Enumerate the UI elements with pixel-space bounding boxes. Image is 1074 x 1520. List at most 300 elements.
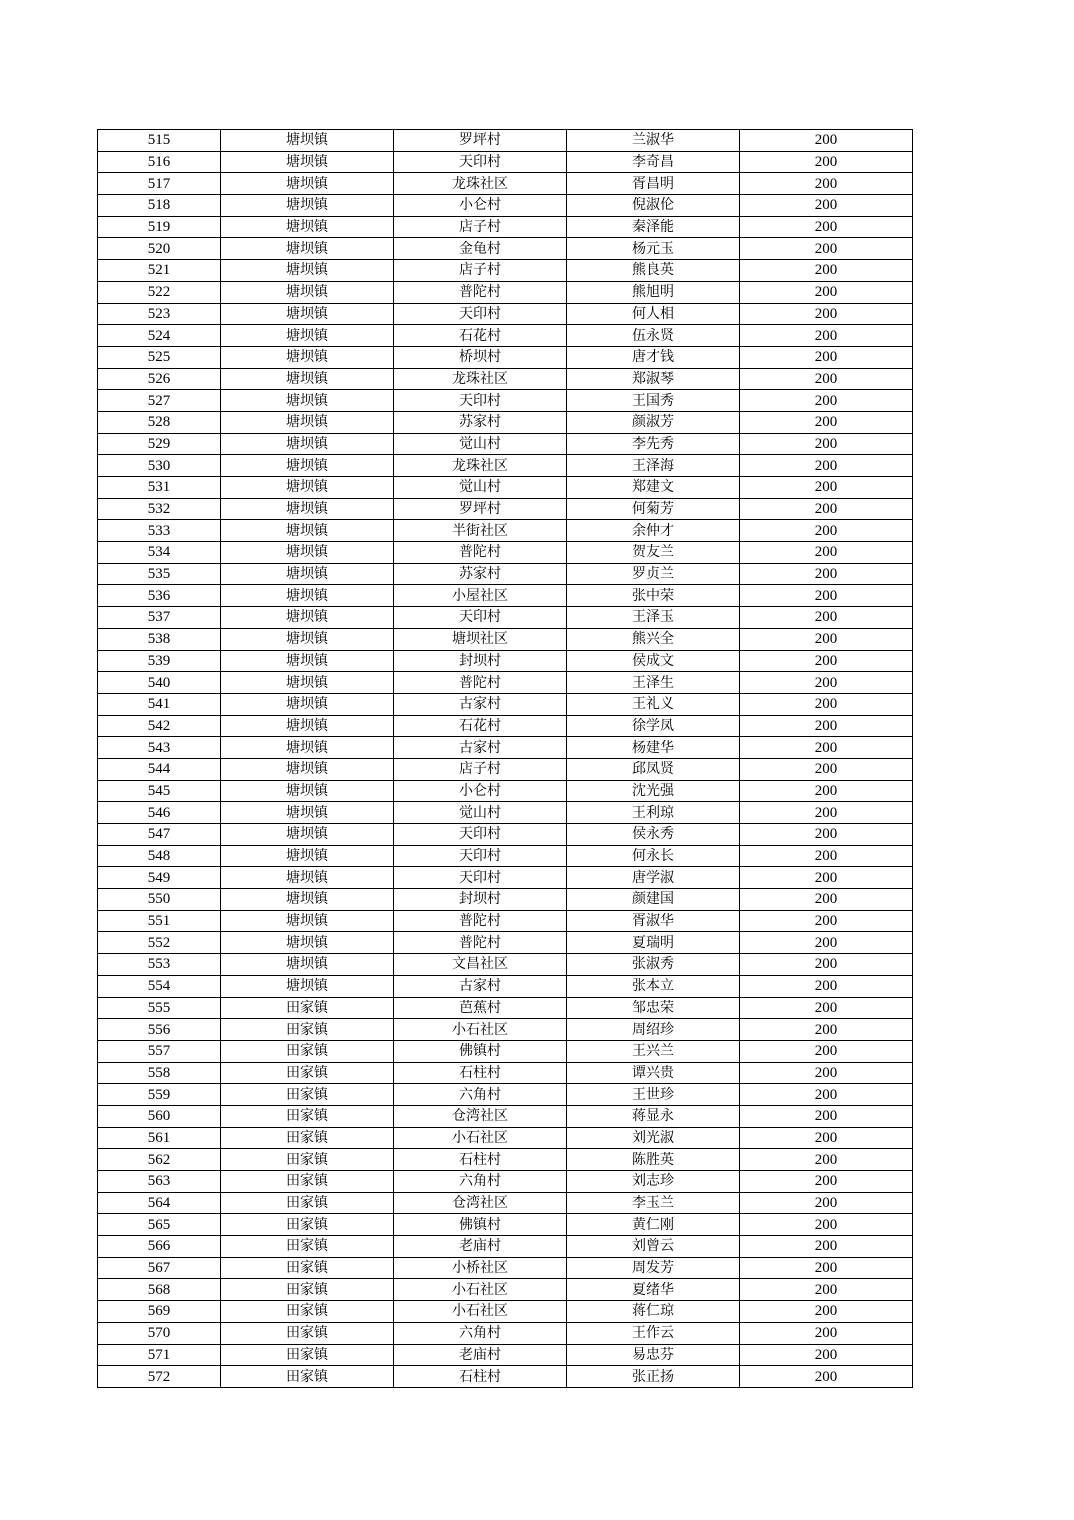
serial-number-cell: 516 xyxy=(98,151,221,173)
table-row xyxy=(98,780,913,802)
amount-cell: 200 xyxy=(740,195,913,217)
serial-number-cell: 548 xyxy=(98,845,221,867)
serial-number-cell: 567 xyxy=(98,1257,221,1279)
amount-cell: 200 xyxy=(740,910,913,932)
table-row xyxy=(98,1062,913,1084)
person-name-cell: 郑建文 xyxy=(567,477,740,499)
serial-number-cell: 521 xyxy=(98,260,221,282)
table-row xyxy=(98,954,913,976)
person-name-cell: 胥昌明 xyxy=(567,173,740,195)
table-body xyxy=(98,130,913,1388)
person-name-cell: 黄仁刚 xyxy=(567,1214,740,1236)
table-row xyxy=(98,585,913,607)
serial-number-cell: 538 xyxy=(98,628,221,650)
serial-number-cell: 527 xyxy=(98,390,221,412)
serial-number-cell: 541 xyxy=(98,693,221,715)
village-cell: 石柱村 xyxy=(394,1366,567,1388)
person-name-cell: 李奇昌 xyxy=(567,151,740,173)
amount-cell: 200 xyxy=(740,433,913,455)
person-name-cell: 杨元玉 xyxy=(567,238,740,260)
village-cell: 小屋社区 xyxy=(394,585,567,607)
serial-number-cell: 535 xyxy=(98,563,221,585)
serial-number-cell: 551 xyxy=(98,910,221,932)
person-name-cell: 蒋显永 xyxy=(567,1105,740,1127)
serial-number-cell: 554 xyxy=(98,975,221,997)
serial-number-cell: 560 xyxy=(98,1105,221,1127)
village-cell: 觉山村 xyxy=(394,802,567,824)
town-cell: 塘坝镇 xyxy=(221,867,394,889)
amount-cell: 200 xyxy=(740,1344,913,1366)
town-cell: 塘坝镇 xyxy=(221,650,394,672)
town-cell: 塘坝镇 xyxy=(221,433,394,455)
town-cell: 塘坝镇 xyxy=(221,303,394,325)
village-cell: 半街社区 xyxy=(394,520,567,542)
serial-number-cell: 525 xyxy=(98,346,221,368)
town-cell: 田家镇 xyxy=(221,1127,394,1149)
table-row xyxy=(98,889,913,911)
table-row xyxy=(98,346,913,368)
amount-cell: 200 xyxy=(740,238,913,260)
amount-cell: 200 xyxy=(740,368,913,390)
town-cell: 塘坝镇 xyxy=(221,498,394,520)
serial-number-cell: 523 xyxy=(98,303,221,325)
village-cell: 古家村 xyxy=(394,737,567,759)
person-name-cell: 王国秀 xyxy=(567,390,740,412)
person-name-cell: 熊兴全 xyxy=(567,628,740,650)
serial-number-cell: 531 xyxy=(98,477,221,499)
serial-number-cell: 557 xyxy=(98,1040,221,1062)
village-cell: 小石社区 xyxy=(394,1127,567,1149)
serial-number-cell: 562 xyxy=(98,1149,221,1171)
town-cell: 塘坝镇 xyxy=(221,325,394,347)
table-row xyxy=(98,455,913,477)
serial-number-cell: 561 xyxy=(98,1127,221,1149)
amount-cell: 200 xyxy=(740,715,913,737)
village-cell: 小桥社区 xyxy=(394,1257,567,1279)
person-name-cell: 刘光淑 xyxy=(567,1127,740,1149)
village-cell: 罗坪村 xyxy=(394,130,567,152)
amount-cell: 200 xyxy=(740,1236,913,1258)
serial-number-cell: 532 xyxy=(98,498,221,520)
serial-number-cell: 553 xyxy=(98,954,221,976)
town-cell: 田家镇 xyxy=(221,1301,394,1323)
town-cell: 塘坝镇 xyxy=(221,455,394,477)
village-cell: 龙珠社区 xyxy=(394,455,567,477)
person-name-cell: 周绍珍 xyxy=(567,1019,740,1041)
amount-cell: 200 xyxy=(740,303,913,325)
town-cell: 塘坝镇 xyxy=(221,932,394,954)
village-cell: 石花村 xyxy=(394,715,567,737)
table-row xyxy=(98,845,913,867)
table-row xyxy=(98,1257,913,1279)
amount-cell: 200 xyxy=(740,1149,913,1171)
town-cell: 塘坝镇 xyxy=(221,130,394,152)
town-cell: 塘坝镇 xyxy=(221,889,394,911)
village-cell: 店子村 xyxy=(394,216,567,238)
village-cell: 芭蕉村 xyxy=(394,997,567,1019)
amount-cell: 200 xyxy=(740,390,913,412)
amount-cell: 200 xyxy=(740,1040,913,1062)
town-cell: 塘坝镇 xyxy=(221,737,394,759)
data-table xyxy=(97,129,913,1388)
table-row xyxy=(98,1019,913,1041)
town-cell: 田家镇 xyxy=(221,1236,394,1258)
amount-cell: 200 xyxy=(740,498,913,520)
table-row xyxy=(98,932,913,954)
town-cell: 田家镇 xyxy=(221,1040,394,1062)
table-row xyxy=(98,1127,913,1149)
amount-cell: 200 xyxy=(740,281,913,303)
person-name-cell: 刘曾云 xyxy=(567,1236,740,1258)
amount-cell: 200 xyxy=(740,455,913,477)
town-cell: 塘坝镇 xyxy=(221,411,394,433)
table-row xyxy=(98,238,913,260)
table-row xyxy=(98,498,913,520)
amount-cell: 200 xyxy=(740,563,913,585)
village-cell: 桥坝村 xyxy=(394,346,567,368)
person-name-cell: 熊旭明 xyxy=(567,281,740,303)
person-name-cell: 侯成文 xyxy=(567,650,740,672)
person-name-cell: 陈胜英 xyxy=(567,1149,740,1171)
person-name-cell: 郑淑琴 xyxy=(567,368,740,390)
town-cell: 田家镇 xyxy=(221,1192,394,1214)
amount-cell: 200 xyxy=(740,824,913,846)
town-cell: 塘坝镇 xyxy=(221,216,394,238)
table-row xyxy=(98,260,913,282)
amount-cell: 200 xyxy=(740,650,913,672)
village-cell: 古家村 xyxy=(394,975,567,997)
village-cell: 普陀村 xyxy=(394,281,567,303)
amount-cell: 200 xyxy=(740,585,913,607)
town-cell: 田家镇 xyxy=(221,1105,394,1127)
table-row xyxy=(98,1084,913,1106)
village-cell: 普陀村 xyxy=(394,932,567,954)
table-row xyxy=(98,672,913,694)
village-cell: 天印村 xyxy=(394,845,567,867)
amount-cell: 200 xyxy=(740,1062,913,1084)
amount-cell: 200 xyxy=(740,325,913,347)
person-name-cell: 王利琼 xyxy=(567,802,740,824)
town-cell: 塘坝镇 xyxy=(221,520,394,542)
table-row xyxy=(98,1236,913,1258)
town-cell: 田家镇 xyxy=(221,1214,394,1236)
village-cell: 封坝村 xyxy=(394,889,567,911)
table-row xyxy=(98,1171,913,1193)
person-name-cell: 颜建国 xyxy=(567,889,740,911)
amount-cell: 200 xyxy=(740,932,913,954)
village-cell: 龙珠社区 xyxy=(394,173,567,195)
amount-cell: 200 xyxy=(740,130,913,152)
serial-number-cell: 555 xyxy=(98,997,221,1019)
table-row xyxy=(98,303,913,325)
serial-number-cell: 533 xyxy=(98,520,221,542)
serial-number-cell: 558 xyxy=(98,1062,221,1084)
table-row xyxy=(98,1279,913,1301)
town-cell: 塘坝镇 xyxy=(221,281,394,303)
town-cell: 塘坝镇 xyxy=(221,151,394,173)
town-cell: 塘坝镇 xyxy=(221,802,394,824)
town-cell: 塘坝镇 xyxy=(221,542,394,564)
amount-cell: 200 xyxy=(740,1214,913,1236)
person-name-cell: 王作云 xyxy=(567,1322,740,1344)
village-cell: 六角村 xyxy=(394,1084,567,1106)
table-row xyxy=(98,1366,913,1388)
amount-cell: 200 xyxy=(740,607,913,629)
town-cell: 塘坝镇 xyxy=(221,628,394,650)
serial-number-cell: 545 xyxy=(98,780,221,802)
person-name-cell: 沈光强 xyxy=(567,780,740,802)
town-cell: 塘坝镇 xyxy=(221,563,394,585)
serial-number-cell: 565 xyxy=(98,1214,221,1236)
amount-cell: 200 xyxy=(740,780,913,802)
serial-number-cell: 563 xyxy=(98,1171,221,1193)
person-name-cell: 王兴兰 xyxy=(567,1040,740,1062)
person-name-cell: 侯永秀 xyxy=(567,824,740,846)
village-cell: 小仑村 xyxy=(394,195,567,217)
amount-cell: 200 xyxy=(740,1301,913,1323)
town-cell: 田家镇 xyxy=(221,1279,394,1301)
village-cell: 石柱村 xyxy=(394,1062,567,1084)
table-row xyxy=(98,693,913,715)
town-cell: 田家镇 xyxy=(221,1257,394,1279)
person-name-cell: 倪淑伦 xyxy=(567,195,740,217)
amount-cell: 200 xyxy=(740,1171,913,1193)
village-cell: 天印村 xyxy=(394,867,567,889)
table-row xyxy=(98,130,913,152)
table-row xyxy=(98,1105,913,1127)
town-cell: 塘坝镇 xyxy=(221,693,394,715)
village-cell: 小石社区 xyxy=(394,1019,567,1041)
village-cell: 天印村 xyxy=(394,824,567,846)
village-cell: 觉山村 xyxy=(394,477,567,499)
amount-cell: 200 xyxy=(740,1257,913,1279)
serial-number-cell: 540 xyxy=(98,672,221,694)
village-cell: 天印村 xyxy=(394,151,567,173)
town-cell: 塘坝镇 xyxy=(221,954,394,976)
person-name-cell: 伍永贤 xyxy=(567,325,740,347)
serial-number-cell: 570 xyxy=(98,1322,221,1344)
table-row xyxy=(98,802,913,824)
table-row xyxy=(98,216,913,238)
table-row xyxy=(98,997,913,1019)
table-row xyxy=(98,1040,913,1062)
table-row xyxy=(98,520,913,542)
table-row xyxy=(98,1322,913,1344)
town-cell: 塘坝镇 xyxy=(221,585,394,607)
village-cell: 天印村 xyxy=(394,390,567,412)
town-cell: 田家镇 xyxy=(221,1171,394,1193)
amount-cell: 200 xyxy=(740,542,913,564)
town-cell: 塘坝镇 xyxy=(221,173,394,195)
town-cell: 田家镇 xyxy=(221,1084,394,1106)
table-row xyxy=(98,1192,913,1214)
town-cell: 塘坝镇 xyxy=(221,910,394,932)
amount-cell: 200 xyxy=(740,889,913,911)
person-name-cell: 张淑秀 xyxy=(567,954,740,976)
amount-cell: 200 xyxy=(740,628,913,650)
table-row xyxy=(98,737,913,759)
village-cell: 天印村 xyxy=(394,303,567,325)
person-name-cell: 李先秀 xyxy=(567,433,740,455)
town-cell: 塘坝镇 xyxy=(221,390,394,412)
village-cell: 古家村 xyxy=(394,693,567,715)
person-name-cell: 谭兴贵 xyxy=(567,1062,740,1084)
person-name-cell: 徐学凤 xyxy=(567,715,740,737)
village-cell: 六角村 xyxy=(394,1171,567,1193)
person-name-cell: 唐才钱 xyxy=(567,346,740,368)
person-name-cell: 何菊芳 xyxy=(567,498,740,520)
village-cell: 封坝村 xyxy=(394,650,567,672)
amount-cell: 200 xyxy=(740,1279,913,1301)
village-cell: 店子村 xyxy=(394,758,567,780)
serial-number-cell: 549 xyxy=(98,867,221,889)
table-row xyxy=(98,433,913,455)
town-cell: 塘坝镇 xyxy=(221,780,394,802)
town-cell: 塘坝镇 xyxy=(221,346,394,368)
person-name-cell: 邱凤贤 xyxy=(567,758,740,780)
person-name-cell: 余仲才 xyxy=(567,520,740,542)
town-cell: 塘坝镇 xyxy=(221,238,394,260)
town-cell: 塘坝镇 xyxy=(221,607,394,629)
person-name-cell: 熊良英 xyxy=(567,260,740,282)
amount-cell: 200 xyxy=(740,997,913,1019)
amount-cell: 200 xyxy=(740,1105,913,1127)
person-name-cell: 李玉兰 xyxy=(567,1192,740,1214)
table-row xyxy=(98,1301,913,1323)
amount-cell: 200 xyxy=(740,1084,913,1106)
amount-cell: 200 xyxy=(740,693,913,715)
village-cell: 苏家村 xyxy=(394,411,567,433)
amount-cell: 200 xyxy=(740,975,913,997)
amount-cell: 200 xyxy=(740,346,913,368)
table-row xyxy=(98,824,913,846)
serial-number-cell: 572 xyxy=(98,1366,221,1388)
table-row xyxy=(98,542,913,564)
table-row xyxy=(98,477,913,499)
town-cell: 田家镇 xyxy=(221,1344,394,1366)
amount-cell: 200 xyxy=(740,867,913,889)
village-cell: 小石社区 xyxy=(394,1301,567,1323)
town-cell: 塘坝镇 xyxy=(221,368,394,390)
amount-cell: 200 xyxy=(740,1192,913,1214)
serial-number-cell: 529 xyxy=(98,433,221,455)
person-name-cell: 夏绪华 xyxy=(567,1279,740,1301)
table-row xyxy=(98,173,913,195)
table-row xyxy=(98,607,913,629)
table-row xyxy=(98,281,913,303)
serial-number-cell: 539 xyxy=(98,650,221,672)
town-cell: 塘坝镇 xyxy=(221,195,394,217)
town-cell: 田家镇 xyxy=(221,1149,394,1171)
serial-number-cell: 559 xyxy=(98,1084,221,1106)
village-cell: 普陀村 xyxy=(394,542,567,564)
town-cell: 塘坝镇 xyxy=(221,824,394,846)
person-name-cell: 颜淑芳 xyxy=(567,411,740,433)
serial-number-cell: 546 xyxy=(98,802,221,824)
table-row xyxy=(98,325,913,347)
amount-cell: 200 xyxy=(740,737,913,759)
village-cell: 仓湾社区 xyxy=(394,1105,567,1127)
serial-number-cell: 530 xyxy=(98,455,221,477)
serial-number-cell: 564 xyxy=(98,1192,221,1214)
person-name-cell: 贺友兰 xyxy=(567,542,740,564)
town-cell: 塘坝镇 xyxy=(221,672,394,694)
amount-cell: 200 xyxy=(740,954,913,976)
village-cell: 天印村 xyxy=(394,607,567,629)
amount-cell: 200 xyxy=(740,411,913,433)
village-cell: 觉山村 xyxy=(394,433,567,455)
amount-cell: 200 xyxy=(740,477,913,499)
serial-number-cell: 556 xyxy=(98,1019,221,1041)
table-row xyxy=(98,910,913,932)
serial-number-cell: 542 xyxy=(98,715,221,737)
person-name-cell: 王泽海 xyxy=(567,455,740,477)
person-name-cell: 刘志珍 xyxy=(567,1171,740,1193)
serial-number-cell: 517 xyxy=(98,173,221,195)
town-cell: 田家镇 xyxy=(221,997,394,1019)
town-cell: 塘坝镇 xyxy=(221,845,394,867)
town-cell: 田家镇 xyxy=(221,1322,394,1344)
table-row xyxy=(98,1214,913,1236)
table-row xyxy=(98,563,913,585)
table-row xyxy=(98,715,913,737)
table-row xyxy=(98,758,913,780)
serial-number-cell: 526 xyxy=(98,368,221,390)
serial-number-cell: 550 xyxy=(98,889,221,911)
serial-number-cell: 544 xyxy=(98,758,221,780)
amount-cell: 200 xyxy=(740,845,913,867)
village-cell: 老庙村 xyxy=(394,1344,567,1366)
table-row xyxy=(98,195,913,217)
table-row xyxy=(98,151,913,173)
amount-cell: 200 xyxy=(740,173,913,195)
serial-number-cell: 524 xyxy=(98,325,221,347)
town-cell: 塘坝镇 xyxy=(221,715,394,737)
amount-cell: 200 xyxy=(740,802,913,824)
village-cell: 仓湾社区 xyxy=(394,1192,567,1214)
serial-number-cell: 566 xyxy=(98,1236,221,1258)
amount-cell: 200 xyxy=(740,260,913,282)
person-name-cell: 罗贞兰 xyxy=(567,563,740,585)
serial-number-cell: 518 xyxy=(98,195,221,217)
person-name-cell: 王泽生 xyxy=(567,672,740,694)
amount-cell: 200 xyxy=(740,758,913,780)
village-cell: 小仑村 xyxy=(394,780,567,802)
table-row xyxy=(98,975,913,997)
serial-number-cell: 543 xyxy=(98,737,221,759)
village-cell: 老庙村 xyxy=(394,1236,567,1258)
serial-number-cell: 519 xyxy=(98,216,221,238)
person-name-cell: 王礼义 xyxy=(567,693,740,715)
village-cell: 佛镇村 xyxy=(394,1040,567,1062)
person-name-cell: 张本立 xyxy=(567,975,740,997)
village-cell: 金龟村 xyxy=(394,238,567,260)
table-row xyxy=(98,411,913,433)
table-row xyxy=(98,650,913,672)
person-name-cell: 张中荣 xyxy=(567,585,740,607)
serial-number-cell: 522 xyxy=(98,281,221,303)
amount-cell: 200 xyxy=(740,672,913,694)
person-name-cell: 蒋仁琼 xyxy=(567,1301,740,1323)
table-row xyxy=(98,368,913,390)
town-cell: 塘坝镇 xyxy=(221,477,394,499)
serial-number-cell: 571 xyxy=(98,1344,221,1366)
person-name-cell: 王世珍 xyxy=(567,1084,740,1106)
serial-number-cell: 536 xyxy=(98,585,221,607)
village-cell: 塘坝社区 xyxy=(394,628,567,650)
serial-number-cell: 537 xyxy=(98,607,221,629)
serial-number-cell: 528 xyxy=(98,411,221,433)
